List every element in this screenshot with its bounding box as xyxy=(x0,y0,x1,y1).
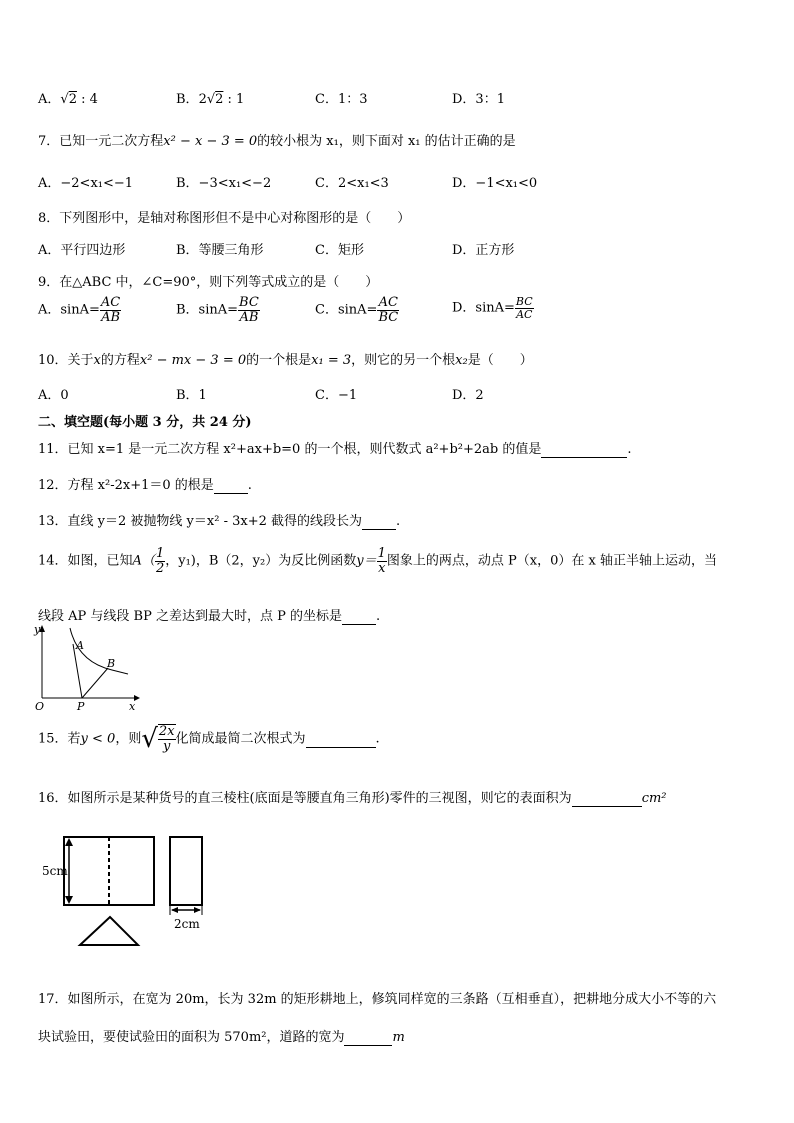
q13-text: 13．直线 y＝2 被抛物线 y＝x² - 3x+2 截得的线段长为 xyxy=(38,514,362,529)
q11-end: . xyxy=(627,442,632,457)
q9-c-num: AC xyxy=(378,295,398,310)
q15 xyxy=(38,724,380,754)
q10-x2: x₂ xyxy=(455,353,468,368)
q6-option-a-label: A． xyxy=(38,92,61,107)
height-arrow-bottom xyxy=(65,896,73,904)
q16-blank xyxy=(572,791,642,807)
q10-option-a: A．0 xyxy=(38,388,69,403)
q15-blank xyxy=(306,732,376,748)
q15-rad-num: 2x xyxy=(158,724,175,740)
point-a-label: A xyxy=(76,639,84,652)
q11-text: 11．已知 x=1 是一元二次方程 x²+ax+b=0 的一个根，则代数式 a²+b²+2ab 的值是 xyxy=(38,442,542,457)
q12-end: . xyxy=(247,478,252,493)
section-heading: 二、填空题(每小题 3 分，共 24 分) xyxy=(38,415,252,430)
width-arrow-right xyxy=(194,907,201,913)
q9-option-d-label: D．sinA= xyxy=(452,300,515,316)
q10-stem xyxy=(38,349,533,368)
q10-root: x₁ = 3 xyxy=(311,353,352,368)
q6-option-b-label: B． xyxy=(176,92,199,107)
q14-post: 图象上的两点，动点 P（x，0）在 x 轴正半轴上运动，当 xyxy=(386,553,717,569)
q6-option-a xyxy=(38,88,98,107)
q14-half-num: 1 xyxy=(155,546,165,561)
q14-line2-text: 线段 AP 与线段 BP 之差达到最大时，点 P 的坐标是 xyxy=(38,609,342,624)
point-b-label: B xyxy=(107,657,116,670)
q14-fn-num: 1 xyxy=(377,546,386,561)
q16-text: 16．如图所示是某种货号的直三棱柱(底面是等腰直角三角形)零件的三视图，则它的表面积为 xyxy=(38,791,572,806)
q15-pre: 15．若 xyxy=(38,731,81,747)
origin-label: O xyxy=(35,700,45,713)
q9-option-d-fraction xyxy=(515,296,534,320)
q14-blank xyxy=(342,609,376,625)
q15-end: . xyxy=(375,731,380,747)
q6-option-d: D．3：1 xyxy=(452,92,505,107)
q14-pre: 14．如图，已知 xyxy=(38,553,133,569)
q13 xyxy=(38,510,400,530)
q8-option-b: B．等腰三角形 xyxy=(176,243,264,258)
q9-d-num: BC xyxy=(515,295,533,308)
q15-post: 化简成最简二次根式为 xyxy=(175,731,306,747)
q9-stem: 9．在△ABC 中，∠C=90°，则下列等式成立的是（ ） xyxy=(38,275,379,290)
q8-option-c: C．矩形 xyxy=(315,243,364,258)
q12-blank xyxy=(214,478,248,494)
q14-half-den: 2 xyxy=(155,560,165,576)
q7-stem-post: 的较小根为 x₁，则下面对 x₁ 的估计正确的是 xyxy=(257,134,516,149)
point-p-label: P xyxy=(77,700,85,713)
side-view xyxy=(170,837,202,905)
sqrt2-b: 2√2 xyxy=(198,92,224,107)
width-arrow-left xyxy=(171,907,178,913)
q10-post: ，则它的另一个根 xyxy=(351,353,456,368)
q7-option-d: D．−1<x₁<0 xyxy=(452,176,538,191)
q10-option-c: C．−1 xyxy=(315,388,358,403)
q10-var: x xyxy=(93,353,101,368)
q17-line1: 17．如图所示，在宽为 20m，长为 32m 的矩形耕地上，修筑同样宽的三条路（互相垂直），把耕地分成大小不等的六 xyxy=(38,992,717,1007)
q9-a-num: AC xyxy=(100,295,121,310)
q7-stem-pre: 7．已知一元二次方程 xyxy=(38,134,164,149)
q10-option-d: D．2 xyxy=(452,388,484,403)
q10-mid2: 的一个根是 xyxy=(246,353,312,368)
q14-yeq: y＝ xyxy=(356,553,377,569)
q13-blank xyxy=(362,514,396,530)
q7-equation: x² − x − 3 = 0 xyxy=(163,134,258,149)
radical-sign: √ xyxy=(141,724,158,754)
q10-tail: 是（ ） xyxy=(467,353,533,368)
q9-option-b-fraction xyxy=(238,296,260,324)
q10-option-b: B．1 xyxy=(176,388,207,403)
segment-bp xyxy=(82,668,108,698)
q12-text: 12．方程 x²-2x+1＝0 的根是 xyxy=(38,478,214,493)
q13-end: . xyxy=(396,514,401,529)
q16-figure xyxy=(40,832,220,952)
q9-option-c xyxy=(315,296,399,324)
q11-blank xyxy=(541,442,627,458)
q10-pre: 10．关于 xyxy=(38,353,94,368)
q9-c-den: BC xyxy=(378,309,399,325)
q17-blank xyxy=(344,1030,392,1046)
q14-a: A（ xyxy=(132,553,155,569)
q9-option-c-fraction xyxy=(377,296,399,324)
q9-b-num: BC xyxy=(239,295,259,310)
top-view-triangle xyxy=(80,917,138,945)
q9-option-a xyxy=(38,296,121,324)
q17-unit: m xyxy=(392,1030,405,1045)
q10-equation: x² − mx − 3 = 0 xyxy=(139,353,247,368)
q10-mid: 的方程 xyxy=(100,353,140,368)
q9-option-d xyxy=(452,296,534,320)
q14-line1 xyxy=(38,547,717,575)
q14-y1: ，y₁)，B（2，y₂）为反比例函数 xyxy=(165,553,357,569)
q7-option-b: B．−3<x₁<−2 xyxy=(176,176,272,191)
q14-figure xyxy=(32,622,142,714)
height-arrow-top xyxy=(65,838,73,846)
q7-option-a: A．−2<x₁<−1 xyxy=(38,176,134,191)
height-label: 5cm xyxy=(42,864,68,878)
q16 xyxy=(38,787,667,807)
q14-fn-den: x xyxy=(378,560,386,576)
q9-d-den: AC xyxy=(516,307,533,321)
q15-radicand xyxy=(158,724,176,753)
segment-ap xyxy=(73,644,82,698)
q9-option-a-label: A．sinA= xyxy=(38,302,100,318)
width-label: 2cm xyxy=(174,917,200,931)
q11 xyxy=(38,438,632,458)
q6-option-b xyxy=(176,88,244,107)
q15-rad-den: y xyxy=(163,739,171,754)
q6-option-b-value: : 1 xyxy=(223,92,245,107)
q9-option-b-label: B．sinA= xyxy=(176,302,239,318)
q9-option-a-fraction xyxy=(100,296,121,324)
q8-option-d: D．正方形 xyxy=(452,243,515,258)
q9-option-c-label: C．sinA= xyxy=(315,302,378,318)
q14-end: . xyxy=(375,609,381,624)
q12 xyxy=(38,474,252,494)
q8-option-a: A．平行四边形 xyxy=(38,243,126,258)
q17-line2-text: 块试验田，要使试验田的面积为 570m²，道路的宽为 xyxy=(38,1030,345,1045)
q9-option-b xyxy=(176,296,260,324)
q6-option-c: C．1：3 xyxy=(315,92,368,107)
x-label: x xyxy=(129,700,136,713)
q14-fn xyxy=(377,547,387,575)
q15-radical xyxy=(141,724,175,754)
q15-cond: y < 0 xyxy=(80,731,116,747)
q9-b-den: AB xyxy=(239,309,259,325)
q7-option-c: C．2<x₁<3 xyxy=(315,176,389,191)
sqrt2-a: √2 xyxy=(60,92,77,107)
q17-line2 xyxy=(38,1026,405,1046)
q7-stem xyxy=(38,130,516,149)
q9-a-den: AB xyxy=(101,309,121,325)
q6-option-a-value: : 4 xyxy=(76,92,98,107)
q15-mid: ，则 xyxy=(115,731,142,747)
q8-stem: 8．下列图形中，是轴对称图形但不是中心对称图形的是（ ） xyxy=(38,211,411,226)
q16-unit: cm² xyxy=(641,791,667,806)
y-label: y xyxy=(34,623,41,636)
q14-half xyxy=(155,547,165,575)
